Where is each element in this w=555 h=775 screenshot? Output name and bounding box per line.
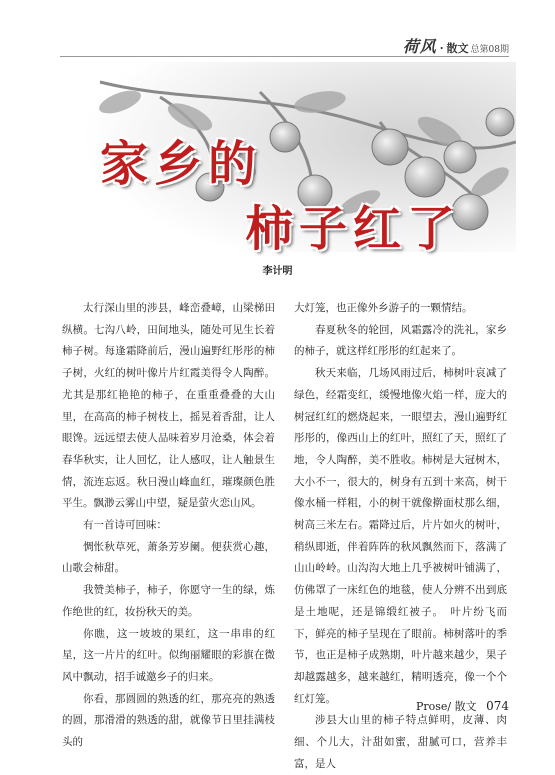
article-title-line1: 家乡的 [100, 136, 263, 192]
paragraph: 惆怅秋草死，萧条芳岁阑。便获赏心趣，山歌会柿甜。 [62, 540, 275, 575]
paragraph: 太行深山里的涉县，峰峦叠嶂，山梁梯田纵横。七沟八岭，田间地头，随处可见生长着柿子树。每逢霜降前后，漫山遍野红彤彤的柿子树，火红的树叶像片片红霞美得令人陶醉。尤其是那红艳艳的柿子，在重重叠叠的大山里，在高高的柿子树枝上，摇晃着香甜，让人眼馋。远远望去使人品味着岁月沧桑，体会着春华秋实，让人回忆，让人感叹，让人触景生情，流连忘返。秋日漫山峰血红，璀璨颜色胜平生。飘渺云雾山中望，疑是萤火恋山风。 [62, 302, 275, 510]
paragraph: 秋天来临，几场风雨过后，柿树叶哀减了绿色，经霜变红，缓慢地像火焰一样，庞大的树冠红红的燃烧起来，一眼望去，漫山遍野红彤彤的，像西山上的红叶，照红了天，照红了地，令人陶醉，美不胜收。柿树是大冠树木，大小不一，很大的，树身有五到十来高，树干像水桶一样粗，小的树干就像擀面杖那么细，树高三米左右。霜降过后，片片如火的树叶，稍纵即逝，伴着阵阵的秋风飘然而下，落满了山山岭岭。山沟沟大地上几乎被树叶铺满了，仿佛罩了一床红色的地毯，使人分辨不出到底是土地呢，还是锦缎红被子。 叶片纷飞而下，鲜亮的柿子呈现在了眼前。柿树落叶的季节，也正是柿子成熟期，叶片越来越少，果子却越露越多，越来越红，精明透亮，像一个个红灯笼。 [294, 367, 507, 705]
paragraph: 我赞美柿子，柿子，你愿守一生的绿，炼作绝世的红，妆扮秋天的美。 [62, 584, 275, 618]
paragraph: 你瞧，这一坡坡的果红，这一串串的红星，这一片片的红叶。似绚丽耀眼的彩旗在微风中飘动，招手诚邀乡子的归来。 [62, 627, 275, 683]
paragraph: 春夏秋冬的轮回，风霜露冷的洗礼，家乡的柿子，就这样红彤彤的红起来了。 [294, 323, 507, 358]
footer-magazine-name: Prose/ 散文 [415, 700, 477, 713]
header-rule [60, 56, 509, 57]
issue-label: 总第08期 [470, 45, 509, 55]
page-footer [416, 698, 509, 714]
page-number: 074 [486, 699, 509, 713]
magazine-brand: 荷风 [402, 37, 437, 56]
paragraph: 有一首诗可回味： [83, 519, 167, 532]
separator-dot: · [439, 42, 444, 55]
article-title-line2: 柿子红了 [245, 201, 462, 257]
running-header [403, 34, 509, 57]
text-column-left [62, 298, 275, 754]
section-label: 散文 [446, 42, 469, 55]
paragraph: 涉县大山里的柿子特点鲜明，皮薄、肉细、个儿大，汁甜如蜜，甜腻可口，营养丰富，是人 [294, 714, 507, 770]
paragraph: 你看，那圆圆的熟透的红，那亮亮的熟透的圆，那滑滑的熟透的甜，就像节日里挂满枝头的 [62, 692, 275, 749]
article-author: 李计明 [262, 266, 293, 277]
paragraph: 大灯笼，也正像外乡游子的一颗情结。 [294, 302, 473, 314]
